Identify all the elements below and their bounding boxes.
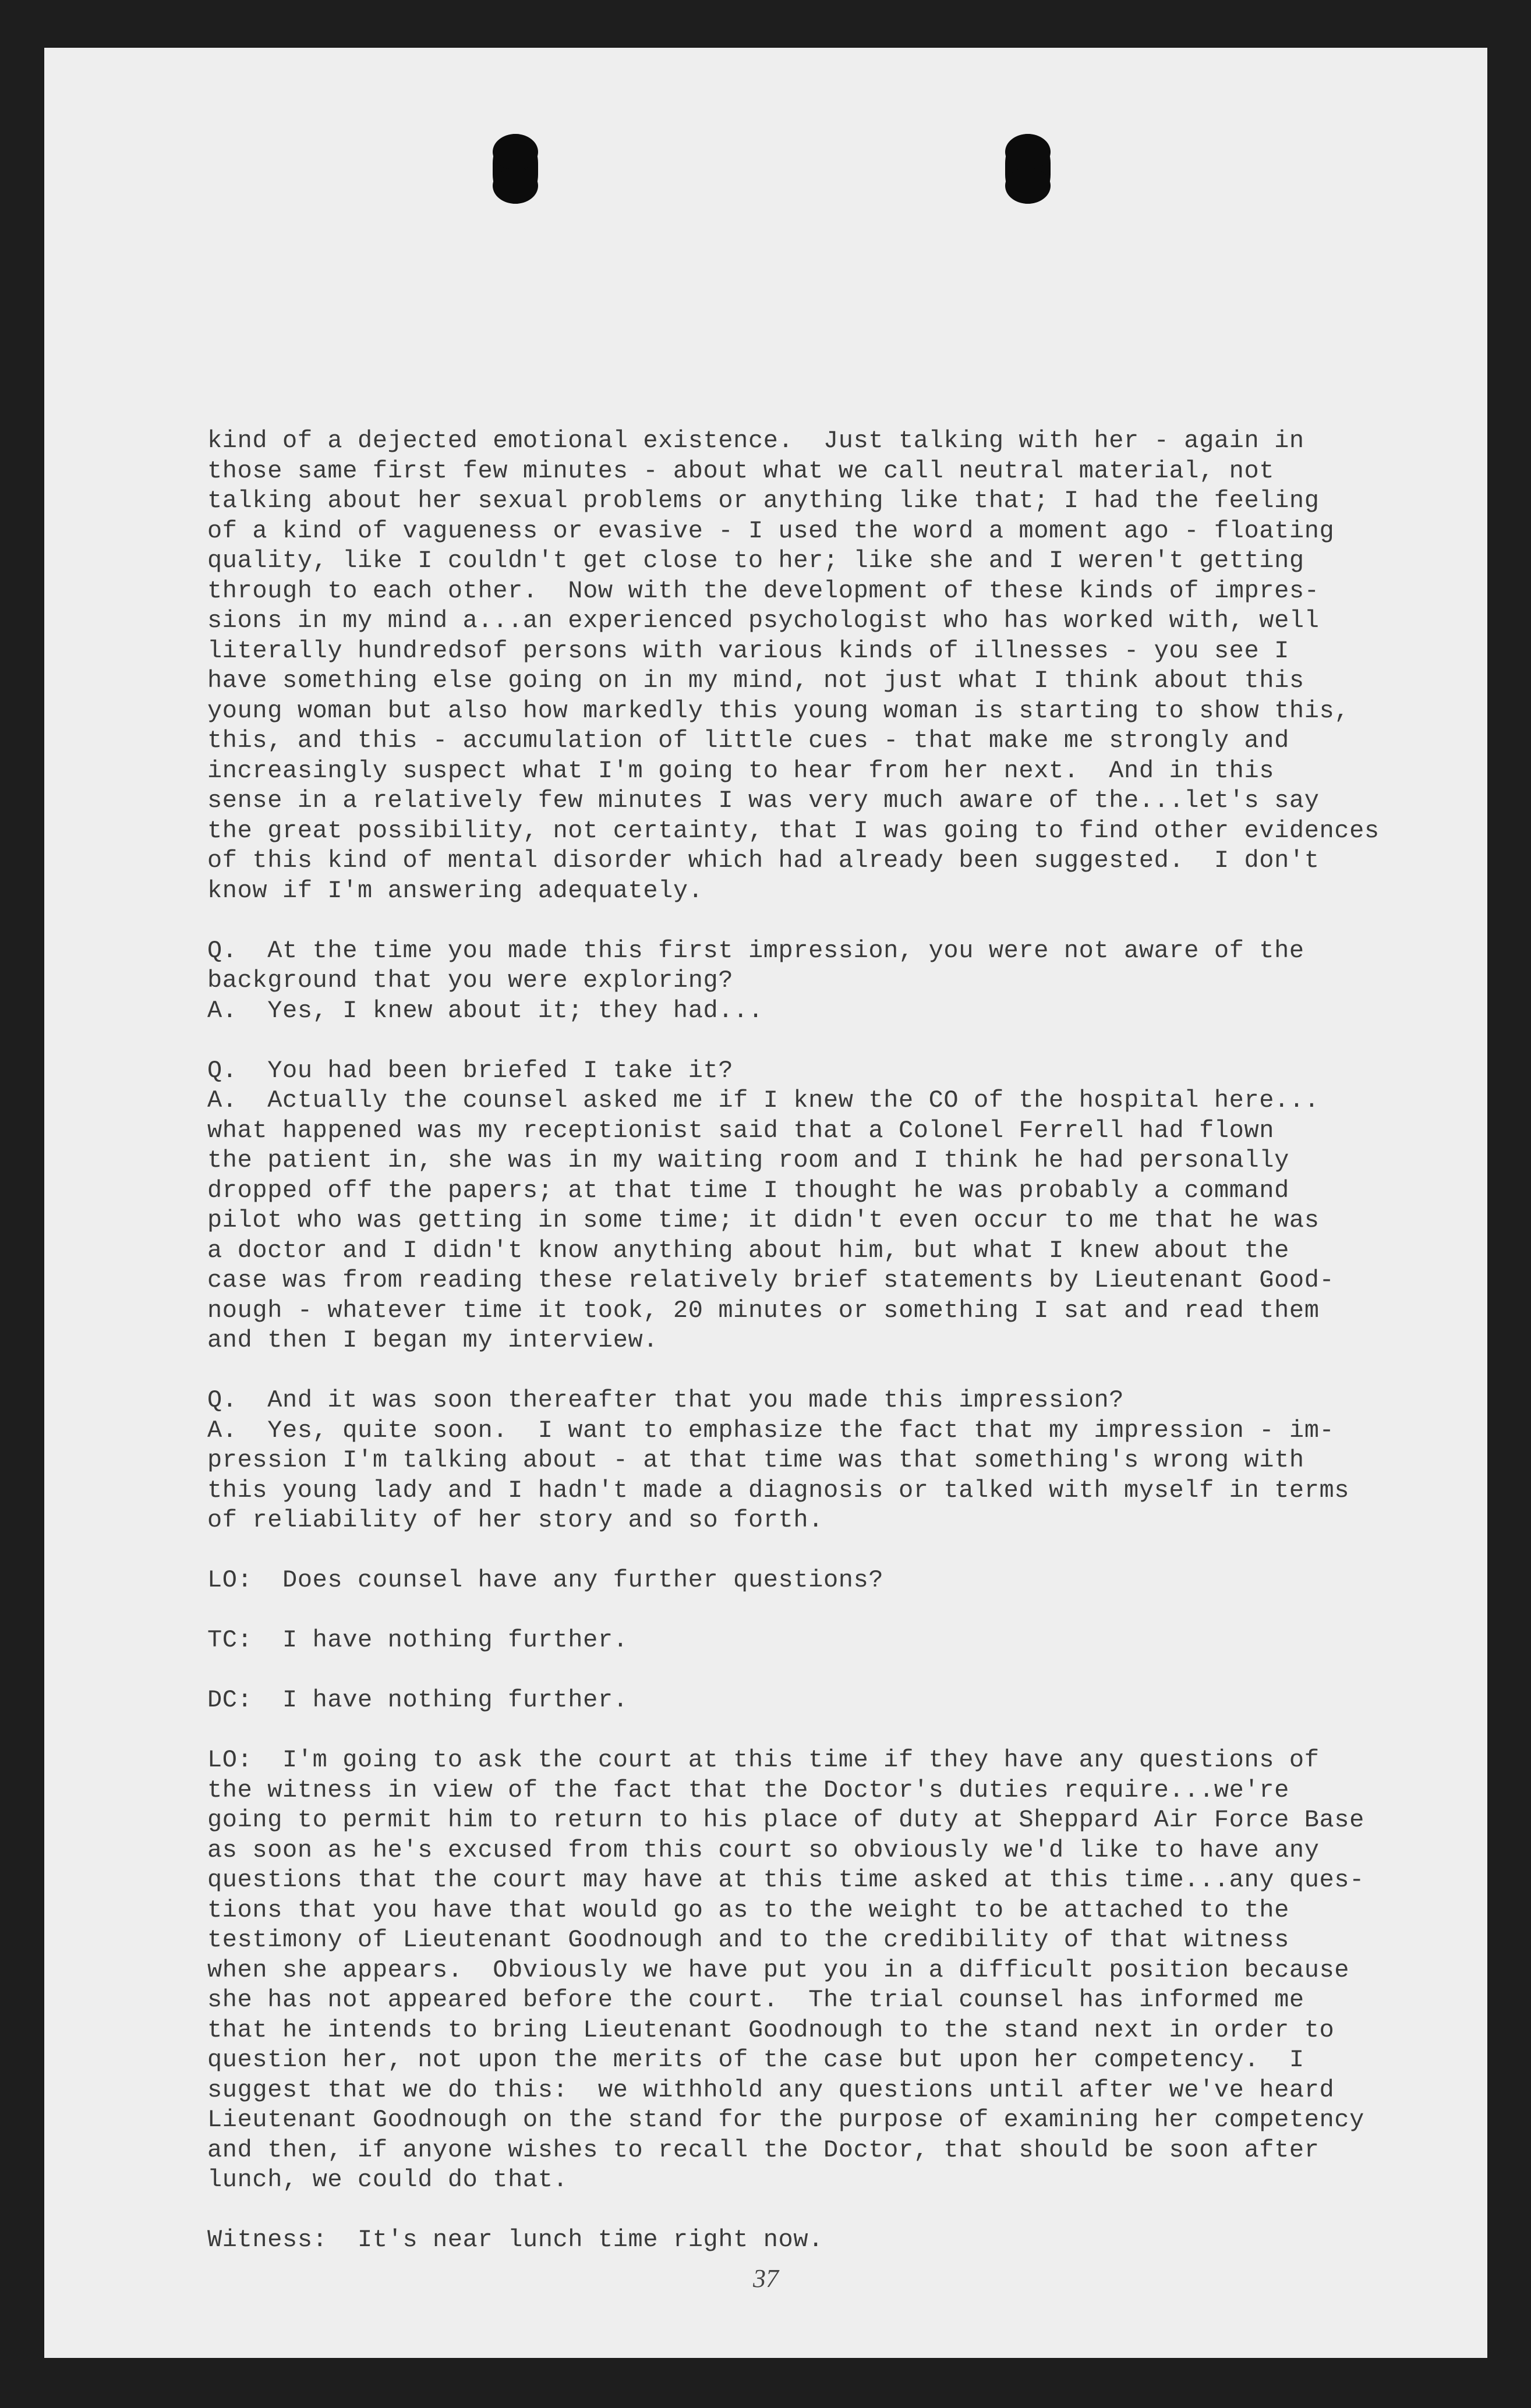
text-line: kind of a dejected emotional existence. Just talking with her - again in — [207, 427, 1304, 455]
defense-counsel-statement: DC: I have nothing further. — [207, 1686, 628, 1714]
text-line: dropped off the papers; at that time I thought he was probably a command — [207, 1176, 1289, 1205]
text-line: Q. And it was soon thereafter that you made this impression? — [207, 1386, 1125, 1414]
text-line: of a kind of vagueness or evasive - I used the word a moment ago - floating — [207, 516, 1335, 545]
text-line: Lieutenant Goodnough on the stand for the purpose of examining her competency — [207, 2106, 1364, 2134]
text-line: the witness in view of the fact that the Doctor's duties require...we're — [207, 1776, 1289, 1804]
spacer — [207, 1716, 1459, 1746]
text-line: what happened was my receptionist said that a Colonel Ferrell had flown — [207, 1116, 1275, 1145]
text-line: sense in a relatively few minutes I was very much aware of the...let's say — [207, 787, 1320, 815]
text-line: tions that you have that would go as to the weight to be attached to the — [207, 1896, 1289, 1924]
spacer — [207, 1656, 1459, 1686]
text-line: A. Actually the counsel asked me if I knew the CO of the hospital here... — [207, 1086, 1320, 1114]
text-line: Q. You had been briefed I take it? — [207, 1056, 734, 1085]
text-line: as soon as he's excused from this court so obviously we'd like to have any — [207, 1836, 1320, 1864]
text-line: questions that the court may have at this time asked at this time...any ques- — [207, 1866, 1364, 1894]
witness-statement: Witness: It's near lunch time right now. — [207, 2226, 823, 2254]
trial-counsel-statement: TC: I have nothing further. — [207, 1626, 628, 1654]
spacer — [207, 1536, 1459, 1566]
punch-hole-left — [493, 134, 538, 204]
text-line: the great possibility, not certainty, that I was going to find other evidences — [207, 816, 1380, 845]
text-line: pilot who was getting in some time; it didn't even occur to me that he was — [207, 1206, 1320, 1234]
text-line: background that you were exploring? — [207, 966, 734, 994]
spacer — [207, 906, 1459, 936]
document-page — [44, 48, 1487, 2358]
punch-hole-right — [1005, 134, 1051, 204]
text-line: LO: I'm going to ask the court at this time if they have any questions of — [207, 1746, 1320, 1774]
spacer — [207, 2195, 1459, 2226]
text-line: quality, like I couldn't get close to her; like she and I weren't getting — [207, 547, 1304, 575]
text-line: testimony of Lieutenant Goodnough and to the credibility of that witness — [207, 1926, 1289, 1954]
text-line: question her, not upon the merits of the case but upon her competency. I — [207, 2046, 1304, 2074]
text-line: going to permit him to return to his place of duty at Sheppard Air Force Base — [207, 1806, 1364, 1834]
text-line: and then I began my interview. — [207, 1326, 659, 1354]
transcript-body — [207, 426, 1459, 2255]
text-line: that he intends to bring Lieutenant Goodnough to the stand next in order to — [207, 2016, 1335, 2044]
text-line: Q. At the time you made this first impression, you were not aware of the — [207, 936, 1304, 965]
text-line: suggest that we do this: we withhold any questions until after we've heard — [207, 2076, 1335, 2104]
spacer — [207, 1026, 1459, 1056]
text-line: she has not appeared before the court. The trial counsel has informed me — [207, 1986, 1304, 2014]
text-line: the patient in, she was in my waiting room and I think he had personally — [207, 1146, 1289, 1174]
law-officer-statement-long — [207, 1745, 1459, 2195]
spacer — [207, 1596, 1459, 1626]
text-line: of reliability of her story and so forth. — [207, 1506, 823, 1534]
text-line: nough - whatever time it took, 20 minutes or something I sat and read them — [207, 1296, 1320, 1325]
text-line: through to each other. Now with the development of these kinds of impres- — [207, 576, 1320, 605]
text-line: increasingly suspect what I'm going to hear from her next. And in this — [207, 756, 1275, 785]
text-line: A. Yes, I knew about it; they had... — [207, 996, 763, 1025]
question-answer-block — [207, 1386, 1459, 1536]
text-line: those same first few minutes - about what we call neutral material, not — [207, 456, 1275, 485]
text-line: literally hundredsof persons with various kinds of illnesses - you see I — [207, 636, 1289, 665]
text-line: this, and this - accumulation of little cues - that make me strongly and — [207, 727, 1289, 755]
text-line: a doctor and I didn't know anything about him, but what I knew about the — [207, 1236, 1289, 1265]
text-line: pression I'm talking about - at that time was that something's wrong with — [207, 1446, 1304, 1474]
text-line: sions in my mind a...an experienced psychologist who has worked with, well — [207, 607, 1320, 635]
text-line: this young lady and I hadn't made a diagnosis or talked with myself in terms — [207, 1476, 1350, 1504]
text-line: of this kind of mental disorder which had already been suggested. I don't — [207, 847, 1320, 874]
page-number: 37 — [753, 2264, 779, 2293]
text-line: have something else going on in my mind, not just what I think about this — [207, 667, 1304, 695]
text-line: case was from reading these relatively brief statements by Lieutenant Good- — [207, 1266, 1335, 1294]
text-line: and then, if anyone wishes to recall the Doctor, that should be soon after — [207, 2136, 1320, 2164]
question-answer-block — [207, 1056, 1459, 1356]
law-officer-statement: LO: Does counsel have any further questions? — [207, 1566, 884, 1594]
spacer — [207, 1356, 1459, 1386]
text-line: lunch, we could do that. — [207, 2166, 568, 2194]
text-line: when she appears. Obviously we have put you in a difficult position because — [207, 1956, 1350, 1984]
text-line: young woman but also how markedly this young woman is starting to show this, — [207, 696, 1350, 725]
paragraph-testimony — [207, 426, 1459, 906]
question-answer-block — [207, 936, 1459, 1026]
text-line: A. Yes, quite soon. I want to emphasize the fact that my impression - im- — [207, 1416, 1335, 1444]
text-line: talking about her sexual problems or anything like that; I had the feeling — [207, 487, 1320, 515]
text-line: know if I'm answering adequately. — [207, 876, 703, 905]
